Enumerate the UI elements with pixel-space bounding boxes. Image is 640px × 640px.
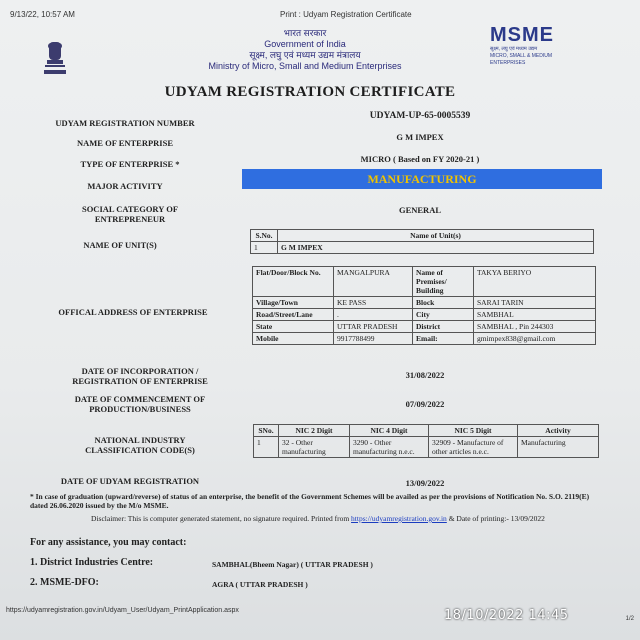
print-title: Print : Udyam Registration Certificate [280, 10, 412, 19]
print-header [0, 10, 640, 22]
nic-4-digit: 3290 - Other manufacturing n.e.c. [350, 437, 429, 458]
msme-logo-sub: MICRO, SMALL & MEDIUM ENTERPRISES [490, 53, 553, 66]
email-label: Email: [413, 333, 474, 345]
incorp-label-line2: REGISTRATION OF ENTERPRISE [72, 376, 208, 386]
nic-header-5: NIC 5 Digit [429, 425, 518, 437]
name-label: NAME OF ENTERPRISE [76, 138, 174, 148]
unit-name: G M IMPEX [278, 242, 594, 254]
name-value: G M IMPEX [396, 132, 444, 142]
disclaimer-text: Disclaimer: This is computer generated statement, no signature required. Printed from [91, 514, 350, 523]
type-label: TYPE OF ENTERPRISE * [80, 159, 180, 169]
commence-label [30, 394, 250, 414]
units-header-sno: S.No. [251, 230, 278, 242]
table-row [254, 437, 599, 458]
dfo-value: AGRA ( UTTAR PRADESH ) [212, 580, 308, 589]
dfo-label: 2. MSME-DFO: [30, 577, 99, 588]
gov-english: Government of India [264, 39, 346, 49]
address-label: OFFICAL ADDRESS OF ENTERPRISE [58, 307, 208, 317]
footer-url: https://udyamregistration.gov.in/Udyam_User/Udyam_PrintApplication.aspx [6, 607, 239, 614]
units-table [250, 229, 594, 254]
ministry-english: Ministry of Micro, Small and Medium Enterprises [208, 61, 402, 71]
state-label: State [253, 321, 334, 333]
road-value: . [334, 309, 413, 321]
government-header [160, 28, 450, 72]
commence-value: 07/09/2022 [405, 399, 445, 409]
dic-value: SAMBHAL(Bheem Nagar) ( UTTAR PRADESH ) [212, 560, 373, 569]
city-value: SAMBHAL [474, 309, 596, 321]
units-header-name: Name of Unit(s) [278, 230, 594, 242]
road-label: Road/Street/Lane [253, 309, 334, 321]
address-table [252, 266, 596, 345]
udyam-date-label: DATE OF UDYAM REGISTRATION [60, 476, 200, 486]
footer-page-number: 1/2 [625, 616, 634, 622]
msme-logo [490, 24, 580, 64]
table-row [251, 242, 594, 254]
city-label: City [413, 309, 474, 321]
social-label-line1: SOCIAL CATEGORY OF [81, 204, 179, 214]
commence-label-line2: PRODUCTION/BUSINESS [89, 404, 191, 414]
incorp-label [30, 366, 250, 386]
flat-label: Flat/Door/Block No. [253, 267, 334, 297]
nic-table [253, 424, 599, 458]
village-label: Village/Town [253, 297, 334, 309]
nic-header-4: NIC 4 Digit [350, 425, 429, 437]
incorp-label-line1: DATE OF INCORPORATION / [81, 366, 199, 376]
certificate-title: UDYAM REGISTRATION CERTIFICATE [164, 84, 456, 100]
activity-value: MANUFACTURING [242, 169, 602, 189]
reg-no-value: UDYAM-UP-65-0005539 [369, 111, 471, 121]
print-date: 9/13/22, 10:57 AM [10, 10, 75, 19]
gov-hindi: भारत सरकार [283, 28, 327, 38]
activity-label: MAJOR ACTIVITY [87, 181, 163, 191]
nic-2-digit: 32 - Other manufacturing [279, 437, 350, 458]
dic-label: 1. District Industries Centre: [30, 557, 154, 568]
nic-header-2: NIC 2 Digit [279, 425, 350, 437]
commence-label-line1: DATE OF COMMENCEMENT OF [74, 394, 206, 404]
email-value: gmimpex838@gmail.com [474, 333, 596, 345]
incorp-value: 31/08/2022 [405, 370, 445, 380]
nic-header-sno: SNo. [254, 425, 279, 437]
district-label: District [413, 321, 474, 333]
block-label: Block [413, 297, 474, 309]
premises-label: Name of Premises/ Building [413, 267, 474, 297]
assistance-heading: For any assistance, you may contact: [30, 537, 187, 548]
nic-label [40, 435, 240, 455]
nic-label-line2: CLASSIFICATION CODE(S) [85, 445, 195, 455]
disclaimer [30, 514, 606, 523]
national-emblem-icon [42, 40, 68, 76]
photo-timestamp: 18/10/2022 14:45 [444, 608, 569, 623]
block-value: SARAI TARIN [474, 297, 596, 309]
udyam-date-value: 13/09/2022 [405, 478, 445, 488]
district-value: SAMBHAL , Pin 244303 [474, 321, 596, 333]
social-label [30, 204, 230, 224]
state-value: UTTAR PRADESH [334, 321, 413, 333]
graduation-note: * In case of graduation (upward/reverse) of status of an enterprise, the benefit of the Government Schemes will be availed as per the provisions of Notification No. S.O. 2119(E) dated 26.06.2020 issued by the M/o MSME. [30, 492, 590, 510]
nic-5-digit: 32909 - Manufacture of other articles n.e.c. [429, 437, 518, 458]
reg-no-label: UDYAM REGISTRATION NUMBER [55, 118, 195, 128]
mobile-value: 9917788499 [334, 333, 413, 345]
nic-sno: 1 [254, 437, 279, 458]
premises-value: TAKYA BERIYO [474, 267, 596, 297]
nic-activity: Manufacturing [518, 437, 599, 458]
social-value: GENERAL [398, 205, 442, 215]
type-value: MICRO ( Based on FY 2020-21 ) [360, 154, 480, 164]
units-label: NAME OF UNIT(S) [83, 240, 157, 250]
mobile-label: Mobile [253, 333, 334, 345]
flat-value: MANGALPURA [334, 267, 413, 297]
nic-header-activity: Activity [518, 425, 599, 437]
udyam-portal-link[interactable]: https://udyamregistration.gov.in [351, 514, 447, 523]
nic-label-line1: NATIONAL INDUSTRY [94, 435, 186, 445]
social-label-line2: ENTREPRENEUR [94, 214, 166, 224]
unit-sno: 1 [251, 242, 278, 254]
disclaimer-print-date: & Date of printing:- 13/09/2022 [448, 514, 545, 523]
msme-logo-hindi: सूक्ष्म, लघु एवं मध्यम उद्यम [490, 46, 538, 52]
ministry-hindi: सूक्ष्म, लघु एवं मध्यम उद्यम मंत्रालय [249, 50, 361, 60]
msme-logo-text: MSME [490, 24, 554, 46]
village-value: KE PASS [334, 297, 413, 309]
